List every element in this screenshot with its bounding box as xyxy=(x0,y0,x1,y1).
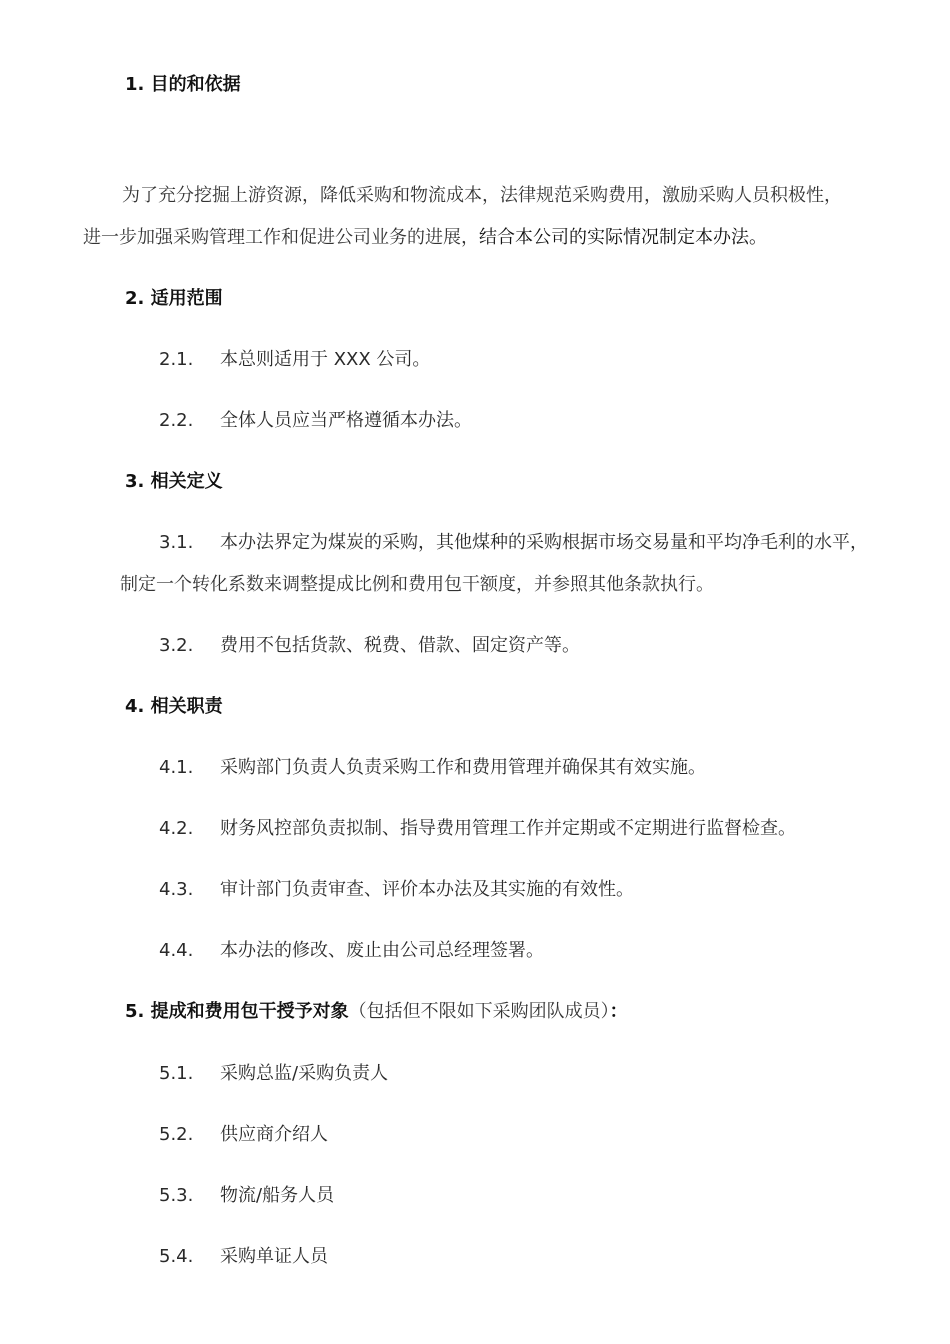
list-item-text: 采购总监/采购负责人 xyxy=(220,1063,389,1084)
list-item-text: 本办法的修改、废止由公司总经理签署。 xyxy=(220,940,544,961)
list-item xyxy=(159,875,634,901)
list-item xyxy=(159,631,580,657)
section-3-heading: 3. 相关定义 xyxy=(125,471,223,492)
list-item-text: 费用不包括货款、税费、借款、固定资产等。 xyxy=(220,635,580,656)
list-item-number: 2.1. xyxy=(159,349,194,370)
list-item xyxy=(159,936,544,962)
list-item xyxy=(159,528,868,554)
list-item-text: 全体人员应当严格遵循本办法。 xyxy=(220,410,472,431)
list-item-text: 财务风控部负责拟制、指导费用管理工作并定期或不定期进行监督检查。 xyxy=(220,818,796,839)
list-item-text: 审计部门负责审查、评价本办法及其实施的有效性。 xyxy=(220,879,634,900)
list-item xyxy=(159,1181,334,1207)
list-item-number: 2.2. xyxy=(159,410,194,431)
list-item-number: 5.4. xyxy=(159,1246,194,1267)
list-item-number: 3.1. xyxy=(159,532,194,553)
list-item-number: 5.1. xyxy=(159,1063,194,1084)
list-item xyxy=(159,1242,328,1268)
list-item-text: 采购部门负责人负责采购工作和费用管理并确保其有效实施。 xyxy=(220,757,706,778)
section-5-heading-title: 5. 提成和费用包干授予对象 xyxy=(125,1001,349,1022)
section-1-paragraph-line-2 xyxy=(83,223,767,249)
list-item-number: 5.2. xyxy=(159,1124,194,1145)
list-item-number: 4.4. xyxy=(159,940,194,961)
section-1-heading: 1. 目的和依据 xyxy=(125,74,241,95)
list-item xyxy=(159,814,796,840)
list-item xyxy=(159,345,430,371)
list-item-number: 3.2. xyxy=(159,635,194,656)
list-item-text: 供应商介绍人 xyxy=(220,1124,328,1145)
section-1-paragraph-line-1: 为了充分挖掘上游资源，降低采购和物流成本，法律规范采购费用，激励采购人员积极性， xyxy=(122,185,842,206)
section-1-paragraph-line-2-part-a: 进一步加强采购管理工作和促进公司业务的进展， xyxy=(83,227,479,248)
list-item xyxy=(159,1059,388,1085)
list-item-text: 采购单证人员 xyxy=(220,1246,328,1267)
section-5-heading xyxy=(125,997,628,1023)
list-item-text: 物流/船务人员 xyxy=(220,1185,335,1206)
list-item xyxy=(159,406,472,432)
section-5-heading-note: （包括但不限如下采购团队成员） xyxy=(348,1001,610,1022)
list-item xyxy=(159,1120,328,1146)
section-5-heading-colon: ： xyxy=(609,1001,628,1022)
list-item-text: 本办法界定为煤炭的采购，其他煤种的采购根据市场交易量和平均净毛利的水平， xyxy=(220,532,868,553)
section-2-heading: 2. 适用范围 xyxy=(125,288,223,309)
list-item-number: 4.2. xyxy=(159,818,194,839)
list-item-number: 4.3. xyxy=(159,879,194,900)
list-item-number: 4.1. xyxy=(159,757,194,778)
section-1-paragraph-line-2-part-b: 结合本公司的实际情况制定本办法。 xyxy=(479,227,767,248)
section-4-heading: 4. 相关职责 xyxy=(125,696,223,717)
list-item-continuation: 制定一个转化系数来调整提成比例和费用包干额度，并参照其他条款执行。 xyxy=(120,574,714,595)
list-item-text: 本总则适用于 XXX 公司。 xyxy=(220,349,431,370)
list-item-number: 5.3. xyxy=(159,1185,194,1206)
list-item xyxy=(159,753,706,779)
